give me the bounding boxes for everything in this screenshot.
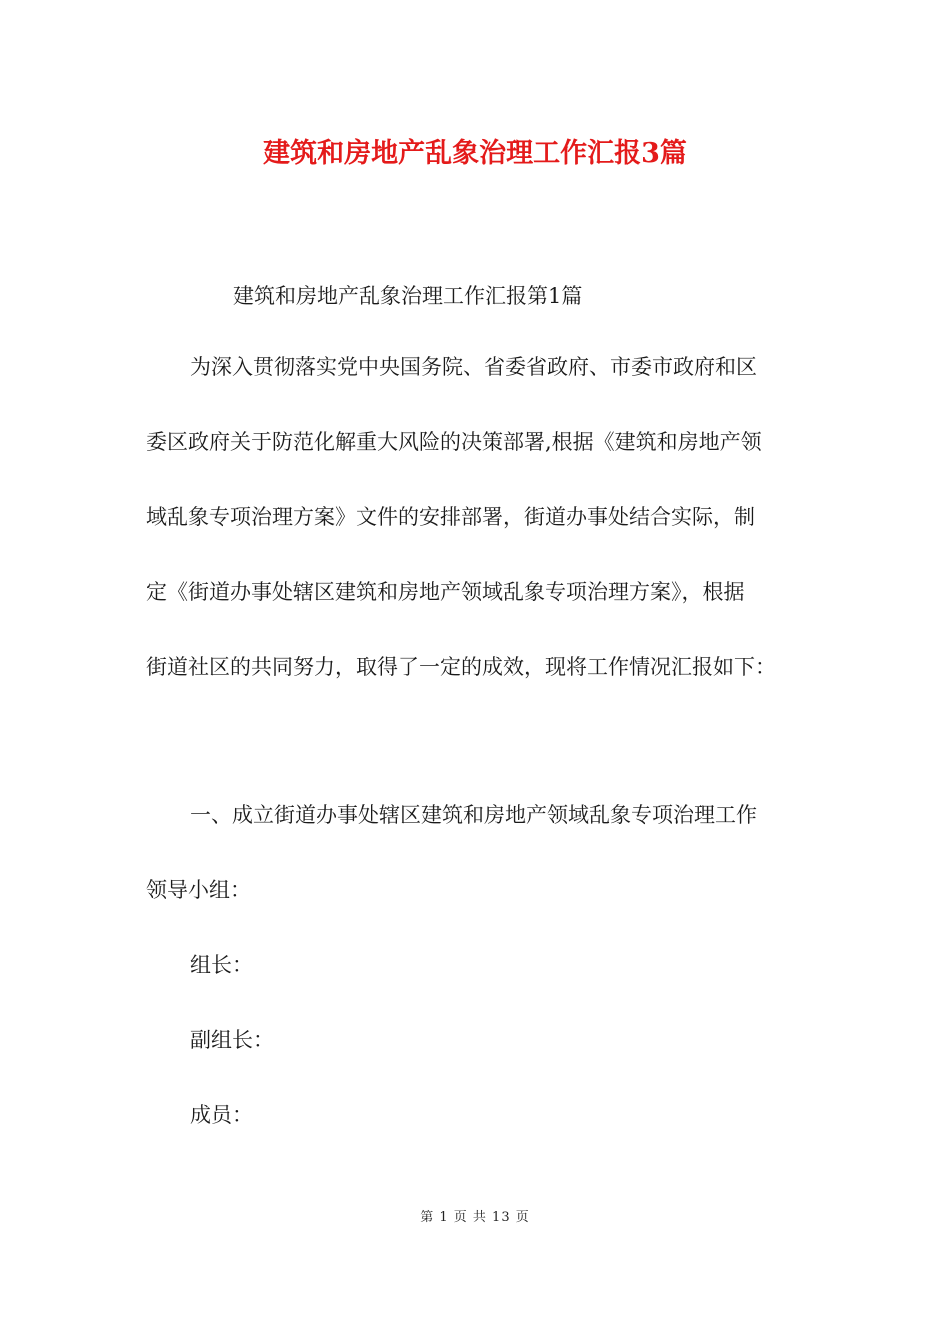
item1-line-1: 一、成立街道办事处辖区建筑和房地产领域乱象专项治理工作 [190,803,757,827]
intro-line-2: 委区政府关于防范化解重大风险的决策部署,根据《建筑和房地产领 [146,430,762,454]
members-label: 成员： [190,1103,253,1127]
deputy-leader-label: 副组长： [190,1028,274,1052]
page-footer: 第 1 页 共 13 页 [420,1210,530,1225]
intro-line-4: 定《街道办事处辖区建筑和房地产领域乱象专项治理方案》，根据 [146,580,745,604]
intro-line-3: 域乱象专项治理方案》文件的安排部署，街道办事处结合实际，制 [146,505,755,529]
intro-line-1: 为深入贯彻落实党中央国务院、省委省政府、市委市政府和区 [190,355,757,379]
section-heading: 建筑和房地产乱象治理工作汇报第1篇 [233,284,583,308]
item1-line-2: 领导小组： [146,878,251,902]
intro-line-5: 街道社区的共同努力，取得了一定的成效，现将工作情况汇报如下： [146,655,776,679]
leader-label: 组长： [190,953,253,977]
document-title: 建筑和房地产乱象治理工作汇报3篇 [263,138,687,169]
